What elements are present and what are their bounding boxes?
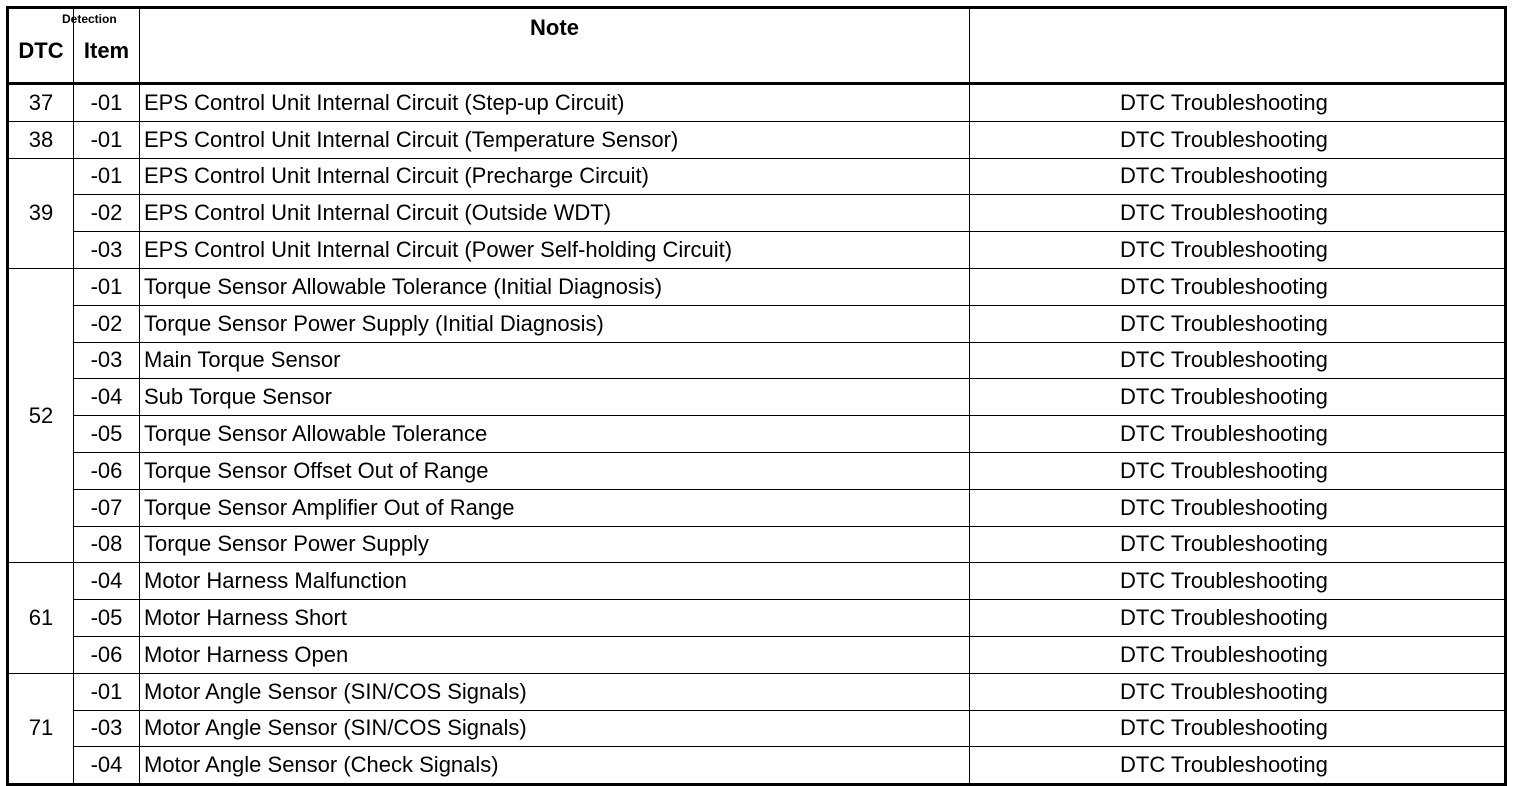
table-row	[8, 158, 1506, 195]
detection-item-cell: -06	[74, 636, 140, 673]
description-cell: Main Torque Sensor	[140, 342, 970, 379]
description-cell: EPS Control Unit Internal Circuit (Power Self-holding Circuit)	[140, 232, 970, 269]
description-cell: Motor Angle Sensor (SIN/COS Signals)	[140, 710, 970, 747]
troubleshooting-link[interactable]: DTC Troubleshooting	[970, 673, 1506, 710]
description-cell: Motor Harness Short	[140, 600, 970, 637]
table-row	[8, 563, 1506, 600]
table-row	[8, 232, 1506, 269]
troubleshooting-link[interactable]: DTC Troubleshooting	[970, 563, 1506, 600]
table-row	[8, 636, 1506, 673]
table-row	[8, 121, 1506, 158]
troubleshooting-link[interactable]: DTC Troubleshooting	[970, 158, 1506, 195]
dtc-table	[6, 6, 1507, 786]
troubleshooting-link[interactable]: DTC Troubleshooting	[970, 452, 1506, 489]
table-row	[8, 452, 1506, 489]
detection-item-cell: -01	[74, 268, 140, 305]
dtc-code-cell: 39	[8, 158, 74, 268]
detection-item-cell: -04	[74, 747, 140, 785]
table-row	[8, 342, 1506, 379]
detection-item-cell: -04	[74, 379, 140, 416]
description-cell: Torque Sensor Allowable Tolerance	[140, 416, 970, 453]
table-row	[8, 673, 1506, 710]
description-cell: Torque Sensor Allowable Tolerance (Initial Diagnosis)	[140, 268, 970, 305]
detection-item-cell: -05	[74, 600, 140, 637]
table-row	[8, 710, 1506, 747]
troubleshooting-link[interactable]: DTC Troubleshooting	[970, 121, 1506, 158]
description-cell: Torque Sensor Offset Out of Range	[140, 452, 970, 489]
header-detection-label: Detection	[62, 12, 117, 26]
troubleshooting-link[interactable]: DTC Troubleshooting	[970, 268, 1506, 305]
header-blank	[970, 8, 1506, 84]
description-cell: Torque Sensor Power Supply	[140, 526, 970, 563]
dtc-code-cell: 37	[8, 84, 74, 122]
detection-item-cell: -08	[74, 526, 140, 563]
detection-item-cell: -03	[74, 342, 140, 379]
table-row	[8, 195, 1506, 232]
description-cell: Torque Sensor Power Supply (Initial Diagnosis)	[140, 305, 970, 342]
header-item-cell	[62, 8, 140, 84]
dtc-code-cell: 52	[8, 268, 74, 562]
troubleshooting-link[interactable]: DTC Troubleshooting	[970, 84, 1506, 122]
header-row	[8, 8, 1506, 84]
table-row	[8, 84, 1506, 122]
header-item: Item	[83, 37, 130, 63]
troubleshooting-link[interactable]: DTC Troubleshooting	[970, 232, 1506, 269]
detection-item-cell: -02	[74, 305, 140, 342]
troubleshooting-link[interactable]: DTC Troubleshooting	[970, 747, 1506, 785]
description-cell: Motor Harness Open	[140, 636, 970, 673]
table-row	[8, 526, 1506, 563]
troubleshooting-link[interactable]: DTC Troubleshooting	[970, 195, 1506, 232]
header-note: Note	[140, 8, 970, 84]
detection-item-cell: -03	[74, 710, 140, 747]
description-cell: EPS Control Unit Internal Circuit (Temperature Sensor)	[140, 121, 970, 158]
table-body	[8, 84, 1506, 785]
troubleshooting-link[interactable]: DTC Troubleshooting	[970, 600, 1506, 637]
troubleshooting-link[interactable]: DTC Troubleshooting	[970, 379, 1506, 416]
troubleshooting-link[interactable]: DTC Troubleshooting	[970, 305, 1506, 342]
description-cell: Torque Sensor Amplifier Out of Range	[140, 489, 970, 526]
description-cell: Sub Torque Sensor	[140, 379, 970, 416]
detection-item-cell: -02	[74, 195, 140, 232]
troubleshooting-link[interactable]: DTC Troubleshooting	[970, 489, 1506, 526]
description-cell: Motor Harness Malfunction	[140, 563, 970, 600]
description-cell: EPS Control Unit Internal Circuit (Outside WDT)	[140, 195, 970, 232]
table-row	[8, 268, 1506, 305]
table-header	[8, 8, 1506, 84]
troubleshooting-link[interactable]: DTC Troubleshooting	[970, 342, 1506, 379]
table-row	[8, 747, 1506, 785]
dtc-code-cell: 71	[8, 673, 74, 784]
detection-item-cell: -05	[74, 416, 140, 453]
table-row	[8, 600, 1506, 637]
description-cell: EPS Control Unit Internal Circuit (Step-up Circuit)	[140, 84, 970, 122]
detection-item-cell: -01	[74, 158, 140, 195]
table-row	[8, 379, 1506, 416]
table-row	[8, 489, 1506, 526]
description-cell: Motor Angle Sensor (Check Signals)	[140, 747, 970, 785]
description-cell: Motor Angle Sensor (SIN/COS Signals)	[140, 673, 970, 710]
troubleshooting-link[interactable]: DTC Troubleshooting	[970, 636, 1506, 673]
table-row	[8, 305, 1506, 342]
dtc-code-cell: 61	[8, 563, 74, 673]
detection-item-cell: -06	[74, 452, 140, 489]
detection-item-cell: -07	[74, 489, 140, 526]
header-dtc: DTC	[8, 8, 74, 84]
troubleshooting-link[interactable]: DTC Troubleshooting	[970, 526, 1506, 563]
detection-item-cell: -03	[74, 232, 140, 269]
troubleshooting-link[interactable]: DTC Troubleshooting	[970, 710, 1506, 747]
detection-item-cell: -01	[74, 673, 140, 710]
description-cell: EPS Control Unit Internal Circuit (Precharge Circuit)	[140, 158, 970, 195]
detection-item-cell: -01	[74, 84, 140, 122]
detection-item-cell: -01	[74, 121, 140, 158]
dtc-code-cell: 38	[8, 121, 74, 158]
table-row	[8, 416, 1506, 453]
troubleshooting-link[interactable]: DTC Troubleshooting	[970, 416, 1506, 453]
detection-item-cell: -04	[74, 563, 140, 600]
